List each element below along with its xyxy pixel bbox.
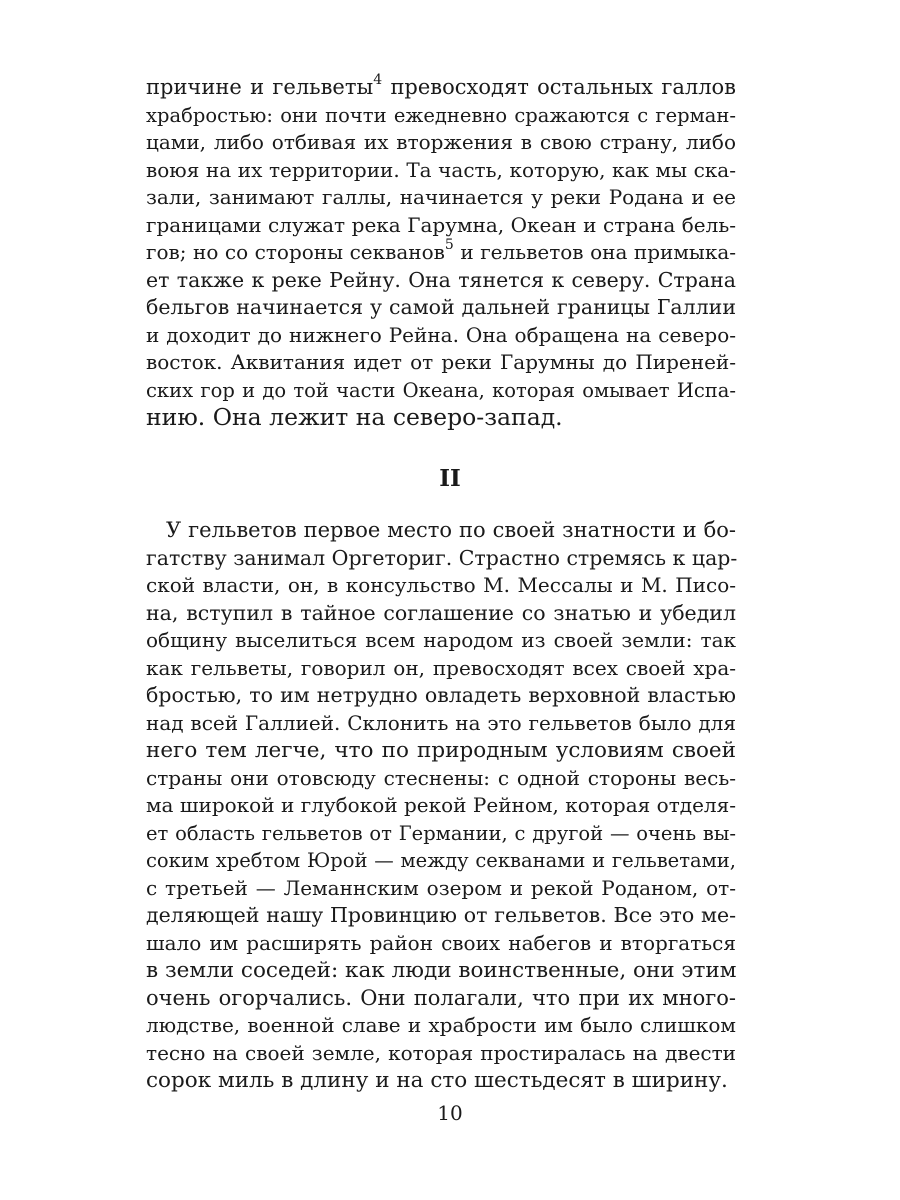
text-line: с третьей — Леманнским озером и рекой Роданом, от- (146, 875, 736, 900)
text-line: шало им расширять район своих набегов и вторгаться (146, 930, 736, 955)
text-line: воюя на их территории. Та часть, которую, как мы ска- (146, 157, 736, 182)
text-line: причине и гельветы$^4$ превосходят остальных галлов (146, 72, 737, 99)
page-number: 10 (437, 1101, 463, 1125)
text-line: общину выселиться всем народом из своей земли: так (146, 628, 736, 652)
text-line: в земли соседей: как люди воинственные, они этим (146, 958, 737, 983)
text-line: очень огорчались. Они полагали, что при их много- (146, 985, 736, 1010)
text-line: него тем легче, что по природным условиям своей (146, 738, 736, 763)
paragraph-chapter-ii (146, 517, 736, 1095)
text-line: бростью, то им нетрудно овладеть верховной властью (146, 683, 736, 707)
text-line: людстве, военной славе и храбрости им было слишком (146, 1013, 736, 1037)
footnote-marker: 5 (444, 237, 454, 254)
text-line: гатству занимал Оргеториг. Страстно стремясь к цар- (146, 545, 738, 570)
paragraph-continuation (146, 74, 736, 432)
text-line: деляющей нашу Провинцию от гельветов. Все это ме- (146, 903, 736, 927)
text-line: ет также к реке Рейну. Она тянется к северу. Страна (146, 267, 736, 292)
text-line: зали, занимают галлы, начинается у реки Родана и ее (146, 185, 736, 209)
text-line: цами, либо отбивая их вторжения в свою страну, либо (146, 130, 736, 154)
text-line: соким хребтом Юрой — между секванами и гельветами, (146, 849, 736, 872)
text-line: У гельветов первое место по своей знатности и бо- (166, 518, 736, 542)
text-line: ской власти, он, в консульство М. Мессалы и М. Писо- (146, 573, 736, 597)
text-line: гов; но со стороны секванов$^5$ и гельветов она примыка- (146, 237, 737, 264)
footnote-marker: 4 (373, 72, 383, 88)
chapter-heading: II (439, 465, 461, 492)
text-line: тесно на своей земле, которая простиралась на двести (146, 1040, 736, 1065)
text-line: храбростью: они почти ежедневно сражаются с герман- (146, 103, 736, 127)
text-line: сорок миль в длину и на сто шестьдесят в ширину. (146, 1068, 728, 1093)
text-line: ма широкой и глубокой рекой Рейном, которая отделя- (146, 793, 736, 817)
text-line: как гельветы, говорил он, превосходят всех своей хра- (146, 655, 736, 680)
text-line: нию. Она лежит на северо-запад. (146, 403, 563, 431)
text-line: границами служат река Гарумна, Океан и страна бель- (146, 212, 736, 237)
text-line: на, вступил в тайное соглашение со знатью и убедил (146, 600, 736, 625)
text-line: страны они отовсюду стеснены: с одной стороны весь- (146, 765, 736, 790)
text-line: восток. Аквитания идет от реки Гарумны до Пиреней- (146, 350, 736, 374)
text-line: и доходит до нижнего Рейна. Она обращена на северо- (146, 322, 736, 347)
text-line: бельгов начинается у самой дальней границы Галлии (146, 295, 736, 319)
text-line: ет область гельветов от Германии, с другой — очень вы- (146, 821, 736, 845)
text-line: над всей Галлией. Склонить на это гельветов было для (146, 710, 736, 735)
text-line: ских гор и до той части Океана, которая омывает Испа- (146, 378, 736, 402)
